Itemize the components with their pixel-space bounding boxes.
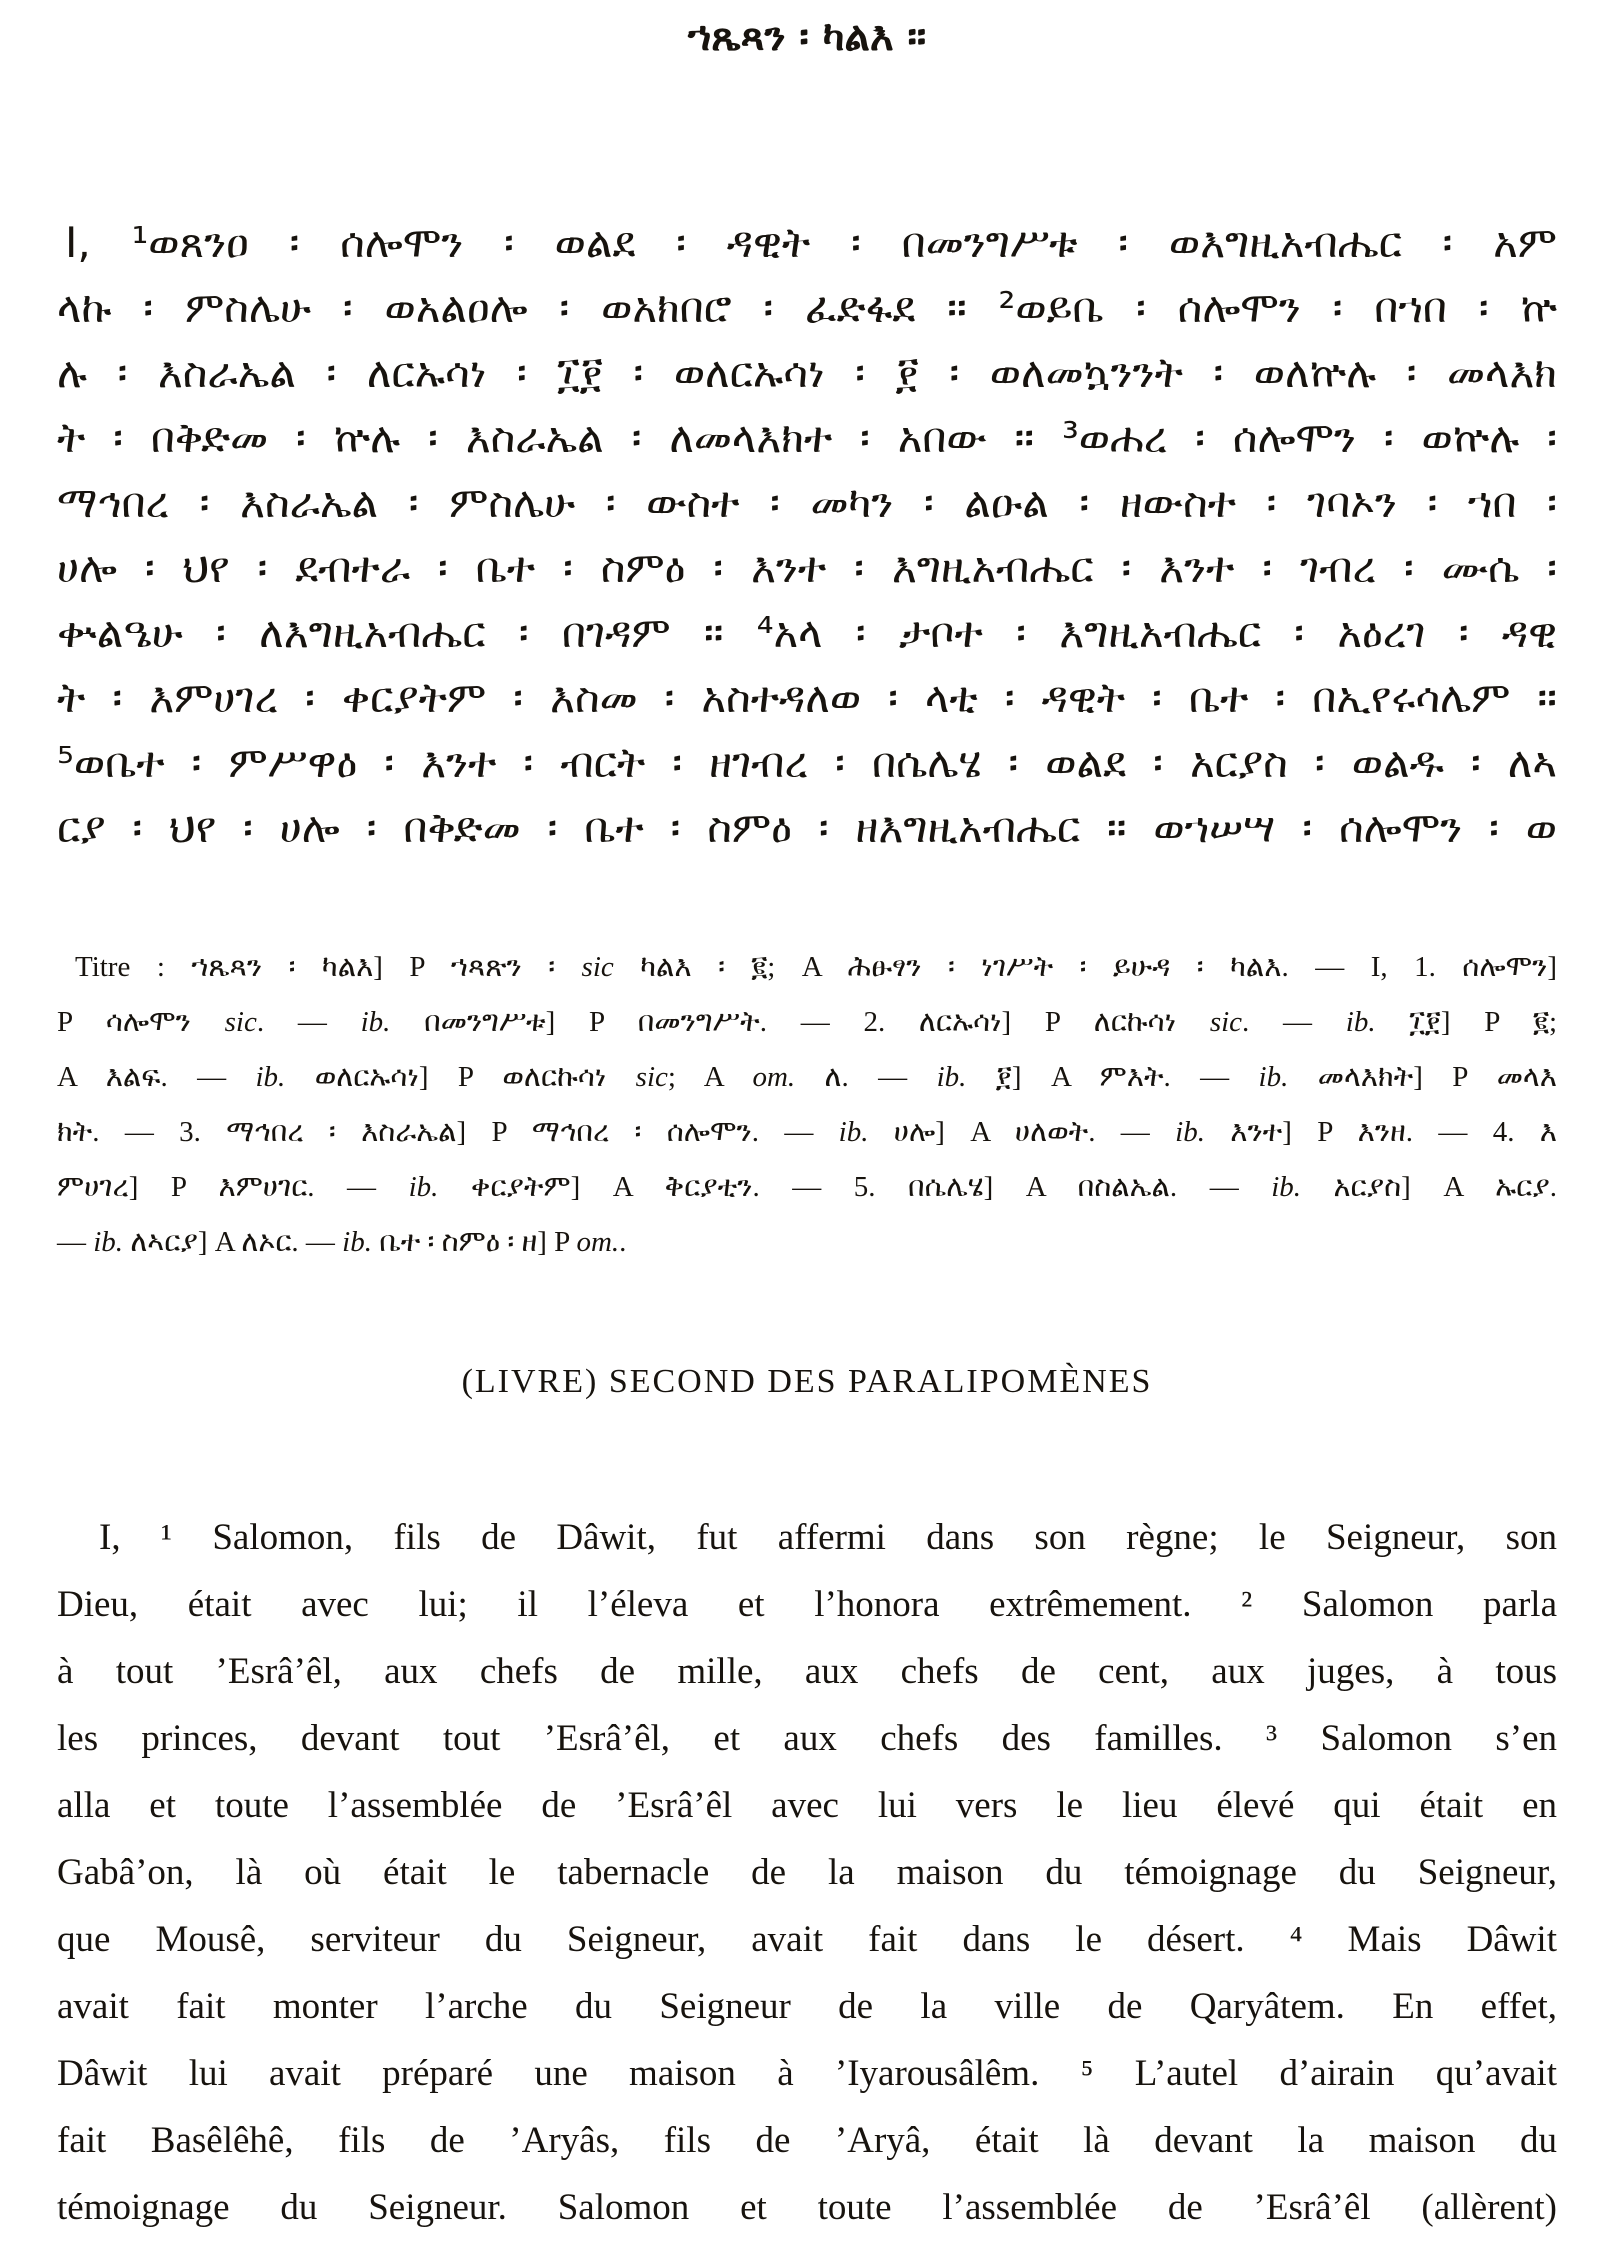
italic-text-segment: ib.	[1258, 1061, 1289, 1093]
italic-text-segment: ib.	[936, 1061, 967, 1093]
text-segment: ለ. —	[795, 1061, 937, 1093]
italic-text-segment: sic	[581, 951, 614, 983]
text-line	[57, 1571, 1557, 1638]
text-segment: በመንግሥቱ] P በመንግሥት. — 2. ለርኡሳነ] P ለርኩሳነ	[390, 1006, 1210, 1038]
text-segment: Titre : ኀጼጻን ፡ ካልእ] P ኀጻጽን ፡	[75, 951, 582, 983]
text-line	[57, 470, 1557, 535]
text-segment: ወለርኡሳነ] P ወለርኩሳነ	[285, 1061, 636, 1093]
french-section-title: (LIVRE) SECOND DES PARALIPOMÈNES	[461, 1363, 1153, 1400]
text-segment: መላእክት] P መላእ	[1288, 1061, 1557, 1093]
geez-page-title: ኀጼጻን ፡ ካልእ ።	[687, 14, 927, 60]
text-line	[57, 405, 1557, 470]
text-segment: . —	[256, 1006, 361, 1038]
text-line	[57, 1504, 1557, 1571]
text-line	[57, 275, 1557, 340]
text-segment: ሀሎ ፡ ህየ ፡ ደብተራ ፡ ቤተ ፡ ስምዕ ፡ እንተ ፡ እግዚአብሔር ፡ እንተ ፡ ገብረ ፡ ሙሴ ፡	[57, 543, 1557, 592]
text-segment: à tout ’Esrâ’êl, aux chefs de mille, aux chefs de cent, aux juges, à tous	[57, 1651, 1557, 1692]
text-line	[57, 1839, 1557, 1906]
text-segment: ክት. — 3. ማኅበረ ፡ እስራኤል] P ማኅበረ ፡ ሰሎሞን. —	[57, 1116, 839, 1148]
text-line	[57, 1973, 1557, 2040]
french-translation-paragraph	[57, 1504, 1557, 2241]
italic-text-segment: ib.	[838, 1116, 869, 1148]
text-segment: Dieu, était avec lui; il l’éleva et l’honora extrêmement. ² Salomon parla	[57, 1584, 1557, 1625]
text-line	[57, 1638, 1557, 1705]
text-segment: alla et toute l’assemblée de ’Esrâ’êl avec lui vers le lieu élevé qui était en	[57, 1785, 1557, 1826]
text-segment: ት ፡ እምሀገረ ፡ ቀርያትም ፡ እስመ ፡ አስተዳለወ ፡ ላቲ ፡ ዳዊት ፡ ቤተ ፡ በኢየሩሳሌም ።	[57, 673, 1557, 722]
text-line	[57, 1160, 1557, 1215]
text-segment: ፻] A ምእት. —	[966, 1061, 1259, 1093]
text-line	[57, 730, 1557, 795]
italic-text-segment: om.	[752, 1061, 796, 1093]
text-segment: A እልፍ. —	[57, 1061, 256, 1093]
text-segment: . —	[1242, 1006, 1346, 1038]
text-line	[57, 2174, 1557, 2241]
text-segment: avait fait monter l’arche du Seigneur de la ville de Qaryâtem. En effet,	[57, 1986, 1557, 2027]
text-segment: ምሀገረ] P እምሀገር. —	[57, 1171, 409, 1203]
text-segment: I, ¹ Salomon, fils de Dâwit, fut affermi dans son règne; le Seigneur, son	[99, 1517, 1557, 1558]
italic-text-segment: ib.	[408, 1171, 439, 1203]
text-segment: አርያስ] A ኡርያ.	[1301, 1171, 1557, 1203]
italic-text-segment: sic	[635, 1061, 668, 1093]
text-line	[57, 1705, 1557, 1772]
text-line	[57, 600, 1557, 665]
text-segment: ለኣርያ] A ለኦር. —	[123, 1226, 343, 1258]
text-segment: ⁵ወቤተ ፡ ምሥዋዕ ፡ እንተ ፡ ብርት ፡ ዘገብረ ፡ በሴሌሄ ፡ ወልደ ፡ አርያስ ፡ ወልዱ ፡ ለኣ	[57, 738, 1557, 787]
text-segment: ቍልዔሁ ፡ ለእግዚአብሔር ፡ በገዳም ። ⁴አላ ፡ ታቦተ ፡ እግዚአብሔር ፡ አዕረገ ፡ ዳዊ	[57, 608, 1557, 657]
text-segment: ቀርያትም] A ቅርያቲን. — 5. በሴሌሄ] A በስልኤል. —	[438, 1171, 1272, 1203]
text-segment: ሉ ፡ እስራኤል ፡ ለርኡሳነ ፡ ፲፻ ፡ ወለርኡሳነ ፡ ፻ ፡ ወለመኳንንት ፡ ወለኵሉ ፡ መላእክ	[57, 348, 1557, 397]
italic-text-segment: sic	[1209, 1006, 1243, 1038]
italic-text-segment: sic	[224, 1006, 257, 1038]
text-line	[57, 535, 1557, 600]
italic-text-segment: ib.	[255, 1061, 286, 1093]
text-line	[57, 1050, 1557, 1105]
text-line	[57, 795, 1557, 860]
text-line	[57, 995, 1557, 1050]
text-segment: ; A	[667, 1061, 753, 1093]
text-segment: ካልእ ፡ ፪; A ሕፁፃን ፡ ነገሥት ፡ ይሁዳ ፡ ካልእ. — I, 1. ሰሎሞን]	[613, 951, 1557, 983]
critical-apparatus	[57, 940, 1557, 1270]
text-segment: ፲፻] P ፪;	[1375, 1006, 1558, 1038]
text-segment: témoignage du Seigneur. Salomon et toute l’assemblée de ’Esrâ’êl (allèrent)	[57, 2187, 1557, 2228]
text-segment: ት ፡ በቅድመ ፡ ኵሉ ፡ እስራኤል ፡ ለመላእክተ ፡ አበው ። ³ወሐረ ፡ ሰሎሞን ፡ ወኵሉ ፡	[57, 413, 1557, 462]
text-segment: Gabâ’on, là où était le tabernacle de la maison du témoignage du Seigneur,	[57, 1852, 1557, 1893]
italic-text-segment: om.	[576, 1226, 620, 1258]
italic-text-segment: ib.	[360, 1006, 391, 1038]
text-segment: I, ¹ወጸንዐ ፡ ሰሎሞን ፡ ወልደ ፡ ዳዊት ፡ በመንግሥቱ ፡ ወእግዚአብሔር ፡ አም	[65, 218, 1557, 267]
italic-text-segment: ib.	[93, 1226, 124, 1258]
text-line	[57, 2040, 1557, 2107]
text-segment: Dâwit lui avait préparé une maison à ’Iyarousâlêm. ⁵ L’autel d’airain qu’avait	[57, 2053, 1557, 2094]
text-segment: .	[619, 1226, 627, 1258]
text-line	[57, 665, 1557, 730]
text-segment: ላኩ ፡ ምስሌሁ ፡ ወአልዐሎ ፡ ወአክበሮ ፡ ፈድፋደ ። ²ወይቤ ፡ ሰሎሞን ፡ በኀበ ፡ ኵ	[57, 283, 1557, 332]
text-line	[57, 1906, 1557, 1973]
italic-text-segment: ib.	[342, 1226, 372, 1258]
text-segment: ማኅበረ ፡ እስራኤል ፡ ምስሌሁ ፡ ውስተ ፡ መካን ፡ ልዑል ፡ ዘውስተ ፡ ገባኦን ፡ ኀበ ፡	[57, 478, 1557, 527]
text-line	[57, 210, 1557, 275]
text-segment: ሀሎ] A ሀለወት. —	[868, 1116, 1176, 1148]
text-segment: que Mousê, serviteur du Seigneur, avait fait dans le désert. ⁴ Mais Dâwit	[57, 1919, 1557, 1960]
text-segment: les princes, devant tout ’Esrâ’êl, et aux chefs des familles. ³ Salomon s’en	[57, 1718, 1557, 1759]
text-segment: ቤተ ፡ ስምዕ ፡ ዘ] P	[371, 1226, 577, 1258]
text-segment: ርያ ፡ ህየ ፡ ሀሎ ፡ በቅድመ ፡ ቤተ ፡ ስምዕ ፡ ዘእግዚአብሔር ። ወኀሠሣ ፡ ሰሎሞን ፡ ወ	[57, 803, 1557, 852]
text-line	[57, 1215, 1557, 1270]
text-segment: —	[57, 1226, 94, 1258]
text-line	[57, 940, 1557, 995]
text-segment: fait Basêlêhê, fils de ’Aryâs, fils de ’Aryâ, était là devant la maison du	[57, 2120, 1557, 2161]
text-segment: P ሳሎሞን	[57, 1006, 225, 1038]
text-segment: እንተ] P እንዘ. — 4. እ	[1204, 1116, 1557, 1148]
italic-text-segment: ib.	[1175, 1116, 1205, 1148]
italic-text-segment: ib.	[1271, 1171, 1302, 1203]
italic-text-segment: ib.	[1345, 1006, 1376, 1038]
geez-text-paragraph	[57, 210, 1557, 860]
text-line	[57, 340, 1557, 405]
text-line	[57, 1772, 1557, 1839]
text-line	[57, 2107, 1557, 2174]
text-line	[57, 1105, 1557, 1160]
